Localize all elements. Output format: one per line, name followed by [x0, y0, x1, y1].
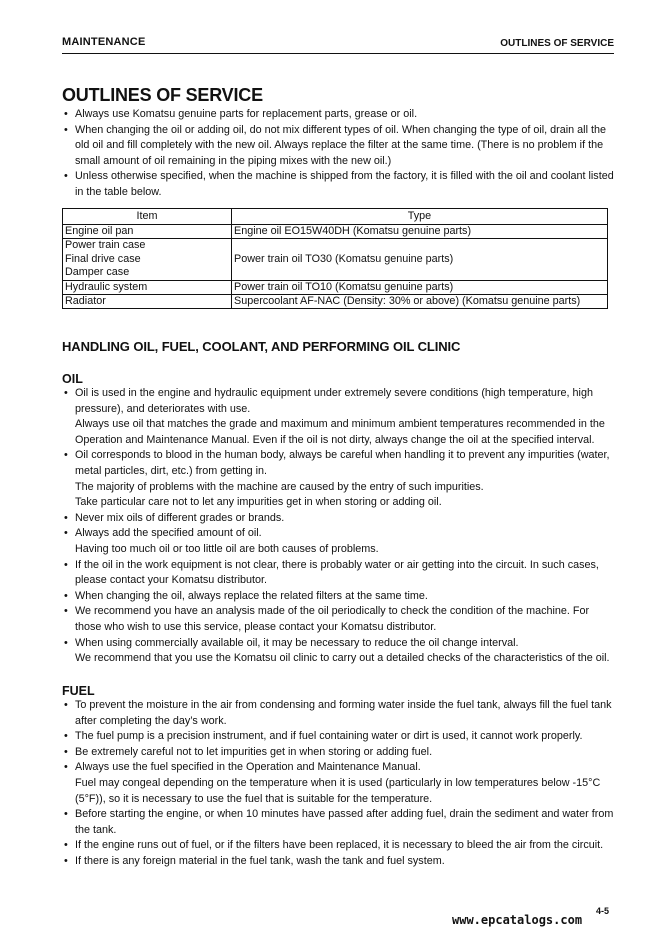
fuel-bullet-list: [62, 698, 618, 870]
header-divider: [62, 53, 614, 54]
bullet-glyph: •: [64, 808, 68, 821]
bullet-text: Never mix oils of different grades or brands.: [75, 511, 285, 524]
list-item: [62, 807, 618, 838]
intro-bullet-list: [62, 107, 618, 201]
item-cell: [63, 239, 232, 280]
fuel-heading: FUEL: [62, 684, 95, 698]
table-row: [63, 225, 608, 239]
bullet-glyph: •: [64, 170, 68, 183]
table-row: [63, 295, 608, 309]
bullet-text: Always use the fuel specified in the Operation and Maintenance Manual.: [75, 761, 421, 774]
bullet-continuation: Having too much oil or too little oil are both causes of problems.: [75, 542, 379, 555]
page-title: OUTLINES OF SERVICE: [62, 85, 263, 105]
list-item: [62, 854, 618, 870]
column-header-type: Type: [232, 209, 608, 225]
bullet-text: Always add the specified amount of oil.: [75, 527, 262, 540]
type-cell: Engine oil EO15W40DH (Komatsu genuine parts): [232, 225, 608, 239]
bullet-continuation: We recommend that you use the Komatsu oil clinic to carry out a detailed checks of the characteristics of the oil.: [75, 652, 610, 665]
bullet-glyph: •: [64, 558, 68, 571]
list-item: [62, 123, 618, 170]
item-name: Hydraulic system: [65, 280, 148, 293]
bullet-text: We recommend you have an analysis made of the oil periodically to check the condition of the machine. For those who wish to use this service, please contact your Komatsu distributor.: [75, 605, 590, 633]
watermark-url: www.epcatalogs.com: [452, 913, 583, 927]
bullet-text: Oil corresponds to blood in the human body, always be careful when handling it to prevent any impurities (water, metal particles, dirt, etc.) from getting in.: [75, 449, 610, 477]
item-name: Damper case: [65, 266, 130, 279]
bullet-text: Be extremely careful not to let impurities get in when storing or adding fuel.: [75, 745, 433, 758]
bullet-text: When using commercially available oil, it may be necessary to reduce the oil change interval.: [75, 636, 519, 649]
bullet-glyph: •: [64, 511, 68, 524]
oil-coolant-table: [62, 208, 608, 309]
bullet-glyph: •: [64, 589, 68, 602]
handling-heading: HANDLING OIL, FUEL, COOLANT, AND PERFORMING OIL CLINIC: [62, 339, 461, 354]
column-header-item: Item: [63, 209, 232, 225]
item-cell: [63, 280, 232, 294]
bullet-glyph: •: [64, 527, 68, 540]
list-item: [62, 604, 618, 635]
topic-label: OUTLINES OF SERVICE: [500, 38, 614, 49]
bullet-continuation: The majority of problems with the machine are caused by the entry of such impurities.: [75, 480, 484, 493]
bullet-continuation: Fuel may congeal depending on the temperature when it is used (particularly in low temperatures below -15°C (5°F)), so it is necessary to use the fuel that is suitable for the temperature.: [75, 776, 601, 805]
bullet-glyph: •: [64, 605, 68, 618]
section-label: MAINTENANCE: [62, 36, 146, 48]
bullet-glyph: •: [64, 761, 68, 774]
table-header-row: [63, 209, 608, 225]
bullet-text: If the engine runs out of fuel, or if the filters have been replaced, it is necessary to bleed the air from the circuit.: [75, 839, 604, 852]
bullet-continuation: Take particular care not to let any impurities get in when storing or adding oil.: [75, 496, 442, 509]
type-cell: Supercoolant AF-NAC (Density: 30% or above) (Komatsu genuine parts): [232, 295, 608, 309]
page-header: [62, 36, 614, 52]
type-cell: Power train oil TO30 (Komatsu genuine parts): [232, 239, 608, 280]
bullet-text: To prevent the moisture in the air from condensing and forming water inside the fuel tank, always fill the fuel tank after completing the day’s work.: [75, 699, 612, 727]
page-number: 4-5: [596, 906, 610, 916]
bullet-glyph: •: [64, 123, 68, 136]
table-row: [63, 239, 608, 280]
item-name: Final drive case: [65, 252, 141, 265]
bullet-glyph: •: [64, 108, 68, 120]
item-cell: [63, 295, 232, 309]
bullet-text: If the oil in the work equipment is not clear, there is probably water or air getting into the circuit. In such cases, please contact your Komatsu distributor.: [75, 558, 599, 587]
list-item: [62, 511, 618, 527]
bullet-continuation: Always use oil that matches the grade and maximum and minimum ambient temperatures recommended in the Operation and Maintenance Manual. Even if the oil is not dirty, always change the oil at the specified interval.: [75, 418, 605, 446]
bullet-glyph: •: [64, 854, 68, 867]
bullet-text: Unless otherwise specified, when the machine is shipped from the factory, it is filled with the oil and coolant listed in the table below.: [75, 170, 614, 198]
bullet-text: The fuel pump is a precision instrument, and if fuel containing water or dirt is used, it cannot work properly.: [75, 730, 583, 743]
bullet-glyph: •: [64, 449, 68, 462]
bullet-glyph: •: [64, 699, 68, 711]
item-name: Radiator: [65, 295, 106, 308]
item-name: Power train case: [65, 239, 146, 252]
list-item: [62, 169, 618, 200]
list-item: [62, 107, 618, 123]
bullet-text: Before starting the engine, or when 10 minutes have passed after adding fuel, drain the sediment and water from the tank.: [75, 808, 614, 836]
list-item: [62, 448, 618, 510]
type-cell: Power train oil TO10 (Komatsu genuine parts): [232, 280, 608, 294]
list-item: [62, 589, 618, 605]
item-name: Engine oil pan: [65, 225, 134, 237]
bullet-text: If there is any foreign material in the fuel tank, wash the tank and fuel system.: [75, 854, 445, 867]
list-item: [62, 745, 618, 761]
oil-bullet-list: [62, 386, 618, 667]
list-item: [62, 698, 618, 729]
bullet-glyph: •: [64, 745, 68, 758]
bullet-text: Oil is used in the engine and hydraulic equipment under extremely severe conditions (high temperature, high pressure), and deteriorates with use.: [75, 387, 593, 415]
list-item: [62, 760, 618, 807]
bullet-text: Always use Komatsu genuine parts for replacement parts, grease or oil.: [75, 108, 418, 120]
bullet-glyph: •: [64, 636, 68, 649]
list-item: [62, 636, 618, 667]
bullet-text: When changing the oil, always replace the related filters at the same time.: [75, 589, 428, 602]
list-item: [62, 838, 618, 854]
bullet-glyph: •: [64, 387, 68, 399]
item-cell: [63, 225, 232, 239]
bullet-glyph: •: [64, 730, 68, 743]
list-item: [62, 558, 618, 589]
bullet-text: When changing the oil or adding oil, do not mix different types of oil. When changing the type of oil, drain all the old oil and fill completely with the new oil. Always replace the filter at the same time. (There is no problem if the small amount of oil remaining in the piping mixes with the new oil.): [75, 123, 606, 167]
bullet-glyph: •: [64, 839, 68, 852]
list-item: [62, 526, 618, 557]
list-item: [62, 729, 618, 745]
list-item: [62, 386, 618, 448]
oil-heading: OIL: [62, 372, 83, 386]
table-row: [63, 280, 608, 294]
